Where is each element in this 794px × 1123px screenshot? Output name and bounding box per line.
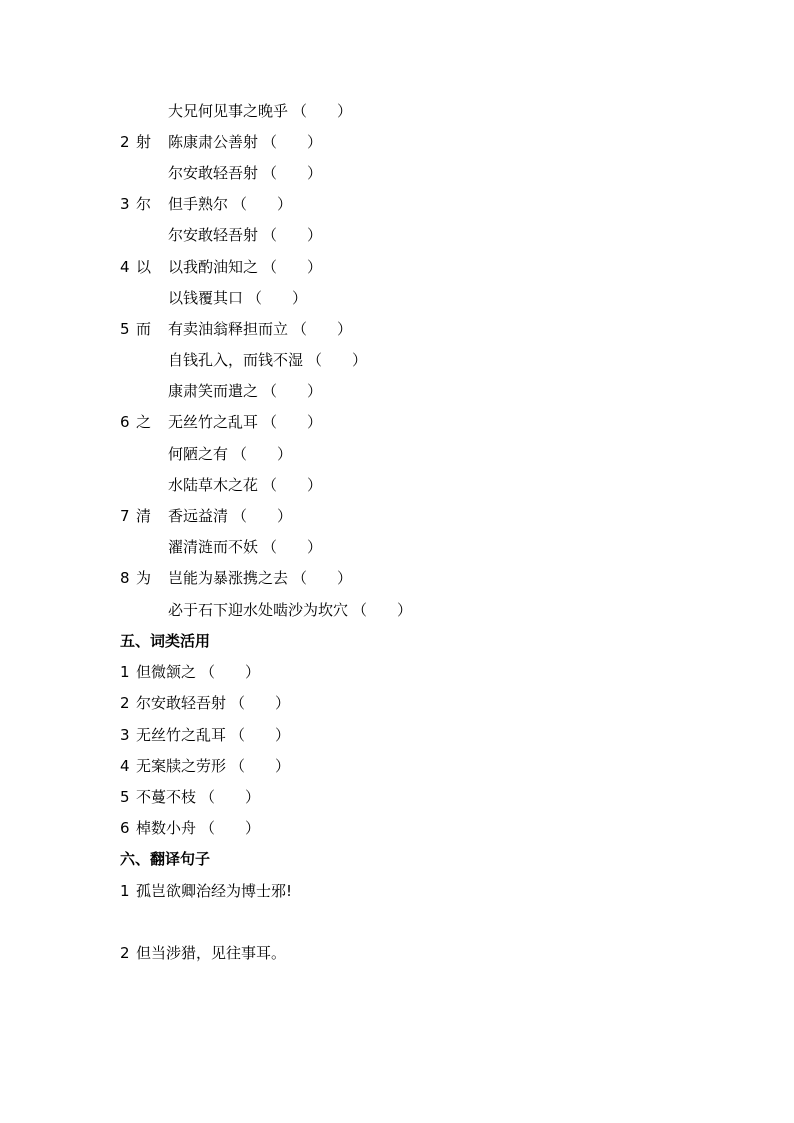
vocab-line <box>120 100 352 122</box>
vocab-line <box>120 411 322 433</box>
word-class-item <box>120 661 260 683</box>
item-number: 2 <box>120 694 130 712</box>
answer-blank: （ ） <box>200 819 261 837</box>
example-phrase: 有卖油翁释担而立 <box>168 320 289 338</box>
example-phrase: 无丝竹之乱耳 <box>168 413 259 431</box>
answer-blank: （ ） <box>262 382 323 400</box>
answer-blank: （ ） <box>200 788 261 806</box>
answer-blank: （ ） <box>232 195 293 213</box>
word-class-item <box>120 786 260 808</box>
item-number: 6 <box>120 819 130 837</box>
vocab-line <box>120 505 292 527</box>
key-character: 为 <box>136 569 152 587</box>
example-phrase: 何陋之有 <box>168 445 229 463</box>
word-class-item <box>120 817 260 839</box>
item-text: 不蔓不枝 <box>136 788 197 806</box>
word-class-item <box>120 724 290 746</box>
answer-blank: （ ） <box>232 507 293 525</box>
item-number: 1 <box>120 882 130 900</box>
vocab-line <box>120 349 367 371</box>
example-phrase: 自钱孔入，而钱不湿 <box>168 351 304 369</box>
key-character: 射 <box>136 133 152 151</box>
item-number: 8 <box>120 569 130 587</box>
answer-blank: （ ） <box>262 164 323 182</box>
answer-blank: （ ） <box>262 226 323 244</box>
section-heading-word-class: 五、词类活用 <box>120 632 211 650</box>
vocab-line <box>120 474 322 496</box>
example-phrase: 尔安敢轻吾射 <box>168 164 259 182</box>
item-number: 4 <box>120 757 130 775</box>
translation-item <box>120 880 292 902</box>
vocab-line <box>120 318 352 340</box>
item-number: 3 <box>120 726 130 744</box>
answer-blank: （ ） <box>262 258 323 276</box>
answer-blank: （ ） <box>232 445 293 463</box>
item-number: 5 <box>120 788 130 806</box>
vocab-line <box>120 131 322 153</box>
answer-blank: （ ） <box>352 601 413 619</box>
item-number: 2 <box>120 944 130 962</box>
answer-blank: （ ） <box>262 476 323 494</box>
word-class-item <box>120 692 290 714</box>
item-number: 5 <box>120 320 130 338</box>
answer-blank: （ ） <box>230 694 291 712</box>
section-heading-translation: 六、翻译句子 <box>120 850 211 868</box>
key-character: 而 <box>136 320 152 338</box>
example-phrase: 必于石下迎水处啮沙为坎穴 <box>168 601 349 619</box>
key-character: 以 <box>136 258 152 276</box>
example-phrase: 以钱覆其口 <box>168 289 244 307</box>
item-text: 孤岂欲卿治经为博士邪! <box>136 882 293 900</box>
answer-blank: （ ） <box>230 726 291 744</box>
vocab-line <box>120 162 322 184</box>
example-phrase: 尔安敢轻吾射 <box>168 226 259 244</box>
item-number: 2 <box>120 133 130 151</box>
key-character: 清 <box>136 507 152 525</box>
vocab-line <box>120 287 307 309</box>
key-character: 尔 <box>136 195 152 213</box>
answer-blank: （ ） <box>262 413 323 431</box>
example-phrase: 陈康肃公善射 <box>168 133 259 151</box>
vocab-line <box>120 599 412 621</box>
answer-blank: （ ） <box>200 663 261 681</box>
item-number: 3 <box>120 195 130 213</box>
answer-blank: （ ） <box>247 289 308 307</box>
item-text: 无丝竹之乱耳 <box>136 726 227 744</box>
vocab-line <box>120 536 322 558</box>
answer-blank: （ ） <box>262 133 323 151</box>
answer-blank: （ ） <box>307 351 368 369</box>
answer-blank: （ ） <box>292 320 353 338</box>
item-number: 4 <box>120 258 130 276</box>
example-phrase: 香远益清 <box>168 507 229 525</box>
answer-blank: （ ） <box>262 538 323 556</box>
answer-blank: （ ） <box>292 569 353 587</box>
item-number: 7 <box>120 507 130 525</box>
item-number: 1 <box>120 663 130 681</box>
example-phrase: 水陆草木之花 <box>168 476 259 494</box>
example-phrase: 但手熟尔 <box>168 195 229 213</box>
example-phrase: 濯清涟而不妖 <box>168 538 259 556</box>
vocab-line <box>120 380 322 402</box>
item-number: 6 <box>120 413 130 431</box>
vocab-line <box>120 256 322 278</box>
example-phrase: 以我酌油知之 <box>168 258 259 276</box>
word-class-item <box>120 755 290 777</box>
item-text: 但当涉猎，见往事耳。 <box>136 944 287 962</box>
vocab-line <box>120 443 292 465</box>
translation-item <box>120 942 286 964</box>
vocab-line <box>120 193 292 215</box>
item-text: 尔安敢轻吾射 <box>136 694 227 712</box>
key-character: 之 <box>136 413 152 431</box>
vocab-line <box>120 224 322 246</box>
example-phrase: 大兄何见事之晚乎 <box>168 102 289 120</box>
example-phrase: 康肃笑而遣之 <box>168 382 259 400</box>
item-text: 但微颔之 <box>136 663 197 681</box>
vocab-line <box>120 567 352 589</box>
answer-blank: （ ） <box>292 102 353 120</box>
item-text: 无案牍之劳形 <box>136 757 227 775</box>
answer-blank: （ ） <box>230 757 291 775</box>
item-text: 棹数小舟 <box>136 819 197 837</box>
example-phrase: 岂能为暴涨携之去 <box>168 569 289 587</box>
